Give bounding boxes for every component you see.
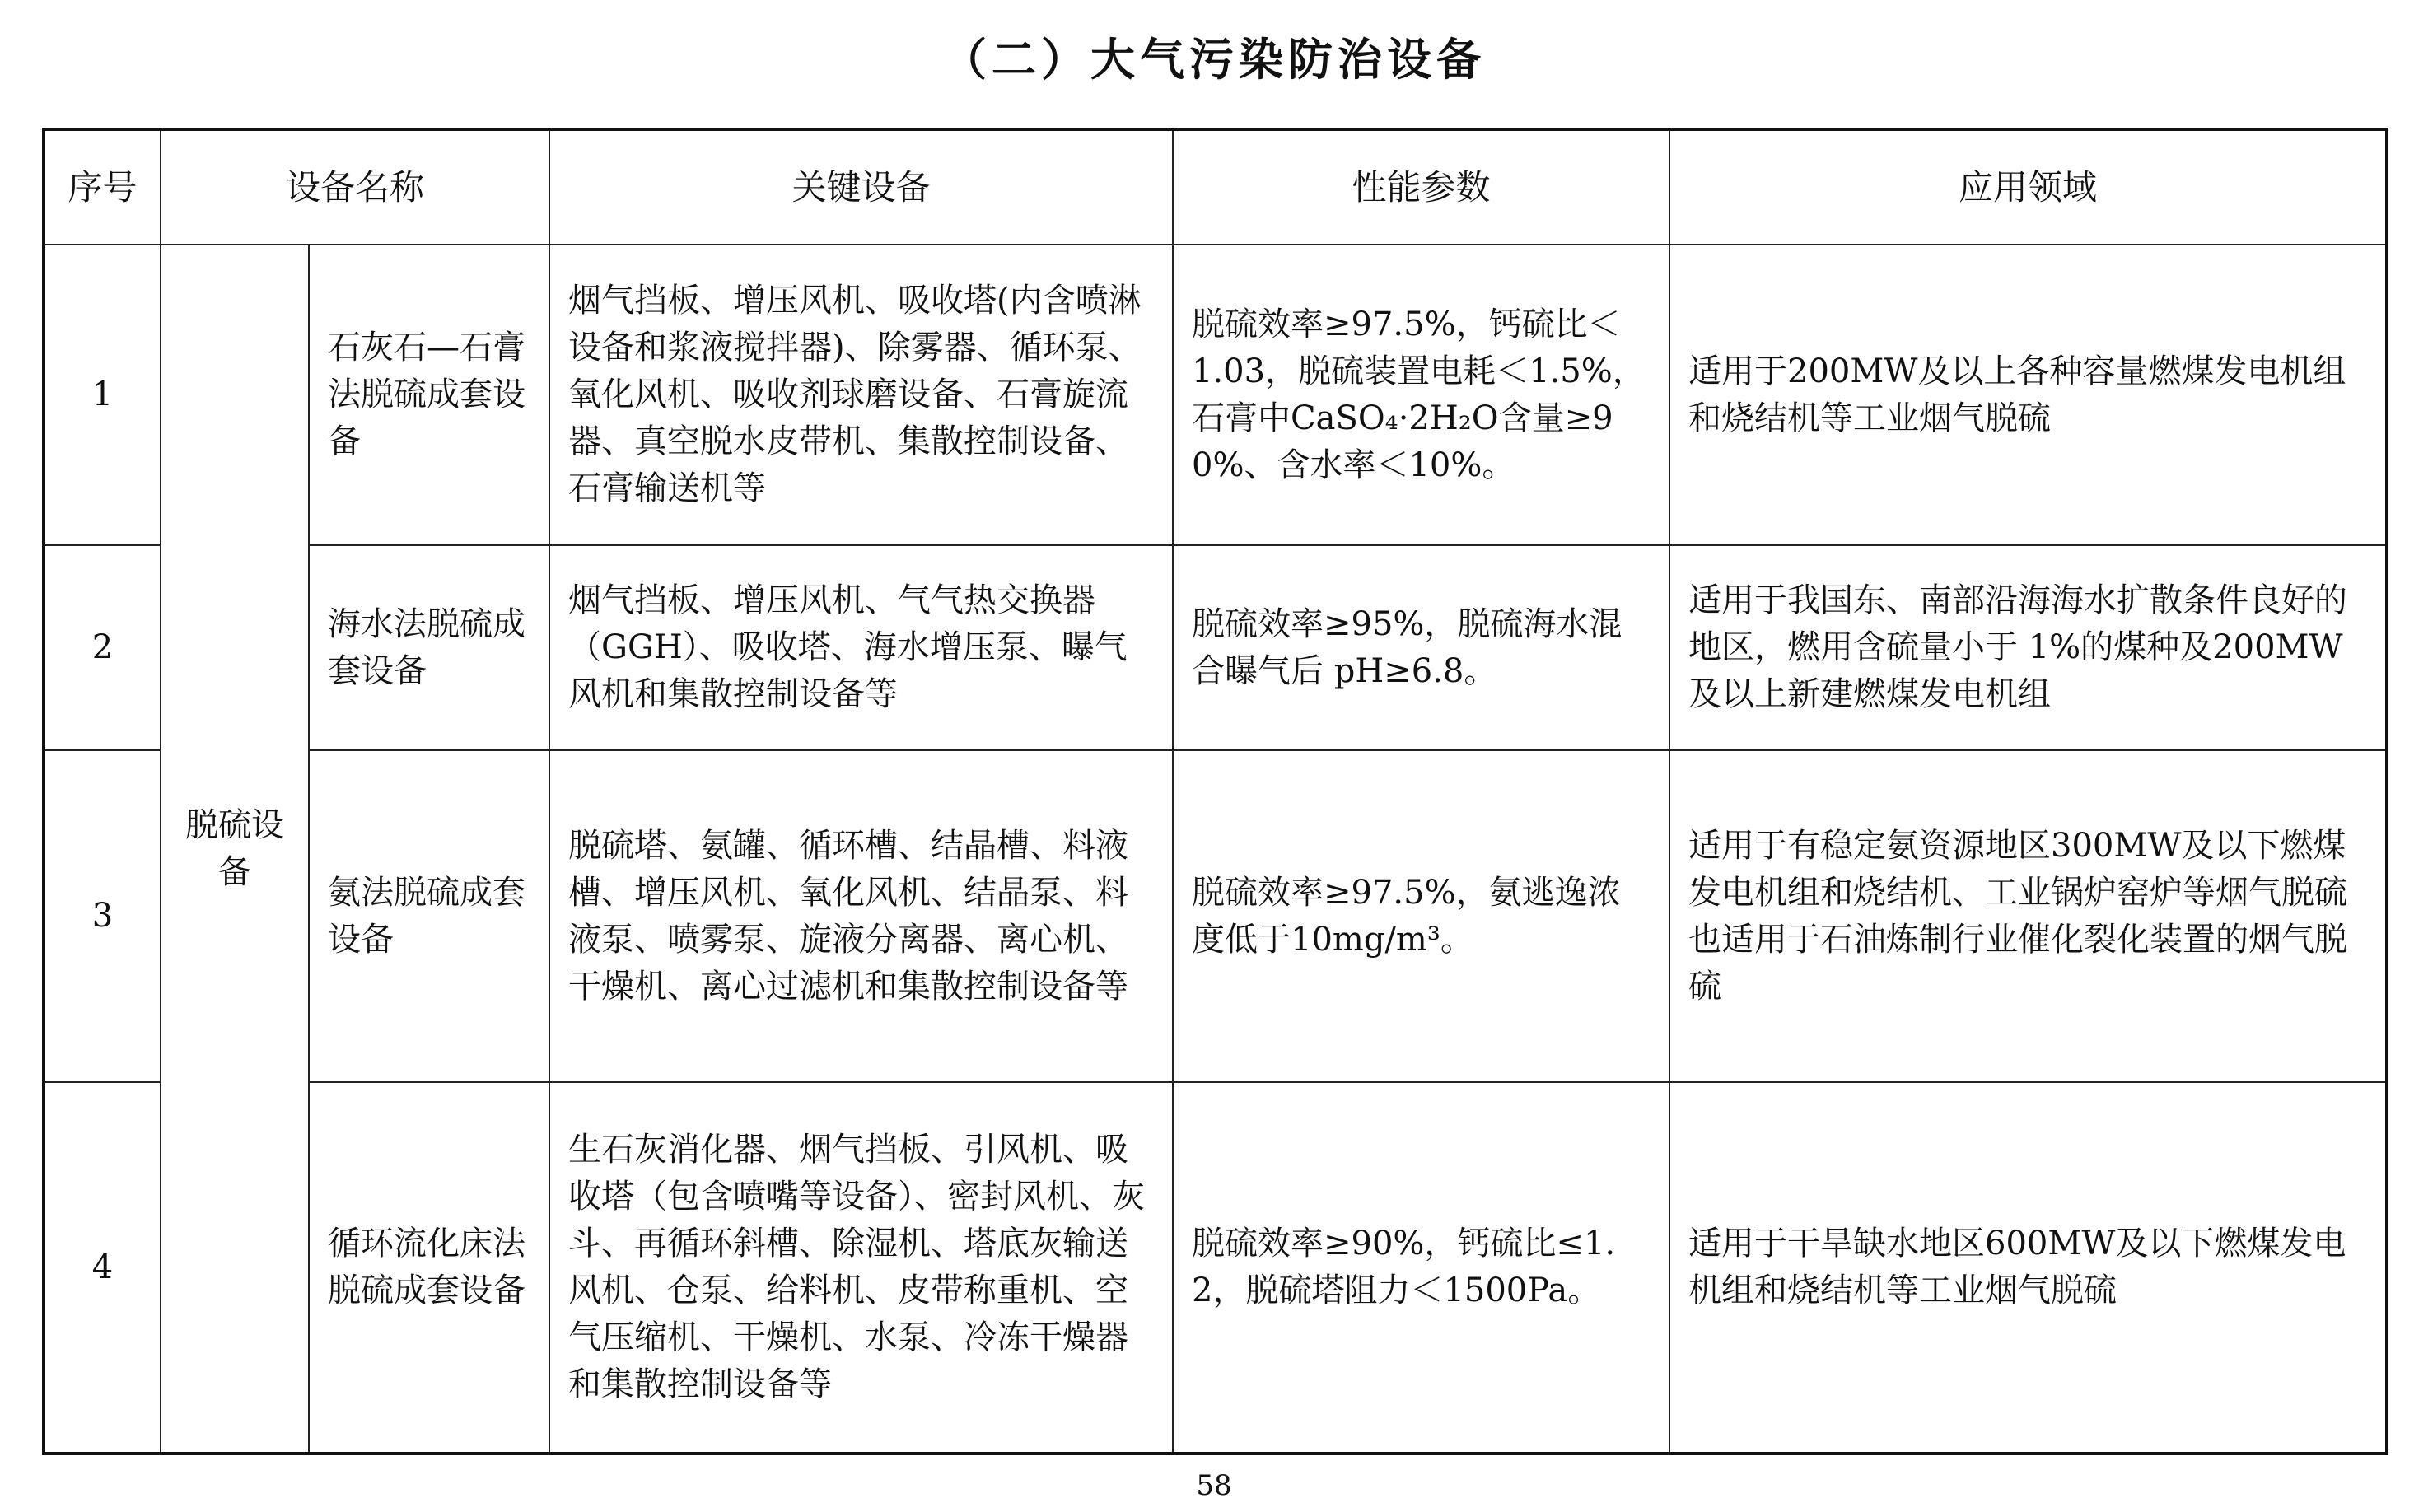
row-seq: 4 — [44, 1082, 161, 1454]
row-equipment-name: 氨法脱硫成套设备 — [309, 750, 549, 1082]
table-row — [44, 750, 2387, 1082]
row-key-equipment: 烟气挡板、增压风机、吸收塔(内含喷淋设备和浆液搅拌器)、除雾器、循环泵、氧化风机、吸收剂球磨设备、石膏旋流器、真空脱水皮带机、集散控制设备、石膏输送机等 — [549, 245, 1173, 545]
application-line: 适用于干旱缺水地区600MW及以下燃煤发电机组和烧结机等工业烟气脱硫 — [1688, 1225, 2346, 1309]
header-key: 关键设备 — [549, 129, 1173, 245]
table-row — [44, 1082, 2387, 1454]
row-application — [1669, 1082, 2387, 1454]
row-equipment-name: 海水法脱硫成套设备 — [309, 545, 549, 750]
row-equipment-name: 石灰石—石膏法脱硫成套设备 — [309, 245, 549, 545]
application-line: 适用于我国东、南部沿海海水扩散条件良好的地区，燃用含硫量小于 1%的煤种及200MW 及以上新建燃煤发电机组 — [1688, 581, 2348, 713]
page-number: 58 — [1196, 1469, 1232, 1502]
row-performance: 脱硫效率≥90%，钙硫比≤1.2，脱硫塔阻力＜1500Pa。 — [1173, 1082, 1669, 1454]
row-application — [1669, 545, 2387, 750]
row-seq: 3 — [44, 750, 161, 1082]
row-seq: 1 — [44, 245, 161, 545]
header-app: 应用领域 — [1669, 129, 2387, 245]
header-perf: 性能参数 — [1173, 129, 1669, 245]
table-header-row — [44, 129, 2387, 245]
table-row — [44, 545, 2387, 750]
row-performance: 脱硫效率≥95%，脱硫海水混合曝气后 pH≥6.8。 — [1173, 545, 1669, 750]
application-line: 也适用于石油炼制行业催化裂化装置的烟气脱硫 — [1688, 920, 2348, 1006]
header-seq: 序号 — [44, 129, 161, 245]
row-key-equipment: 生石灰消化器、烟气挡板、引风机、吸收塔（包含喷嘴等设备）、密封风机、灰斗、再循环斜槽、除湿机、塔底灰输送风机、仓泵、给料机、皮带称重机、空气压缩机、干燥机、水泵、冷冻干燥器和集散控制设备等 — [549, 1082, 1173, 1454]
row-key-equipment: 脱硫塔、氨罐、循环槽、结晶槽、料液槽、增压风机、氧化风机、结晶泵、料液泵、喷雾泵、旋液分离器、离心机、干燥机、离心过滤机和集散控制设备等 — [549, 750, 1173, 1082]
equipment-table — [42, 128, 2388, 1455]
application-line: 适用于有稳定氨资源地区300MW及以下燃煤发电机组和烧结机、工业锅炉窑炉等烟气脱硫 — [1688, 826, 2348, 912]
category-cell: 脱硫设备 — [161, 245, 309, 1454]
table-row — [44, 245, 2387, 545]
row-performance: 脱硫效率≥97.5%，氨逃逸浓度低于10mg/m³。 — [1173, 750, 1669, 1082]
page-title: （二）大气污染防治设备 — [942, 34, 1486, 86]
row-performance: 脱硫效率≥97.5%，钙硫比＜1.03，脱硫装置电耗＜1.5%，石膏中CaSO₄·2H₂O含量≥90%、含水率＜10%。 — [1173, 245, 1669, 545]
header-name: 设备名称 — [161, 129, 549, 245]
row-application — [1669, 750, 2387, 1082]
row-key-equipment: 烟气挡板、增压风机、气气热交换器（GGH）、吸收塔、海水增压泵、曝气风机和集散控制设备等 — [549, 545, 1173, 750]
row-equipment-name: 循环流化床法脱硫成套设备 — [309, 1082, 549, 1454]
application-line: 适用于200MW及以上各种容量燃煤发电机组和烧结机等工业烟气脱硫 — [1688, 352, 2346, 437]
row-seq: 2 — [44, 545, 161, 750]
row-application — [1669, 245, 2387, 545]
